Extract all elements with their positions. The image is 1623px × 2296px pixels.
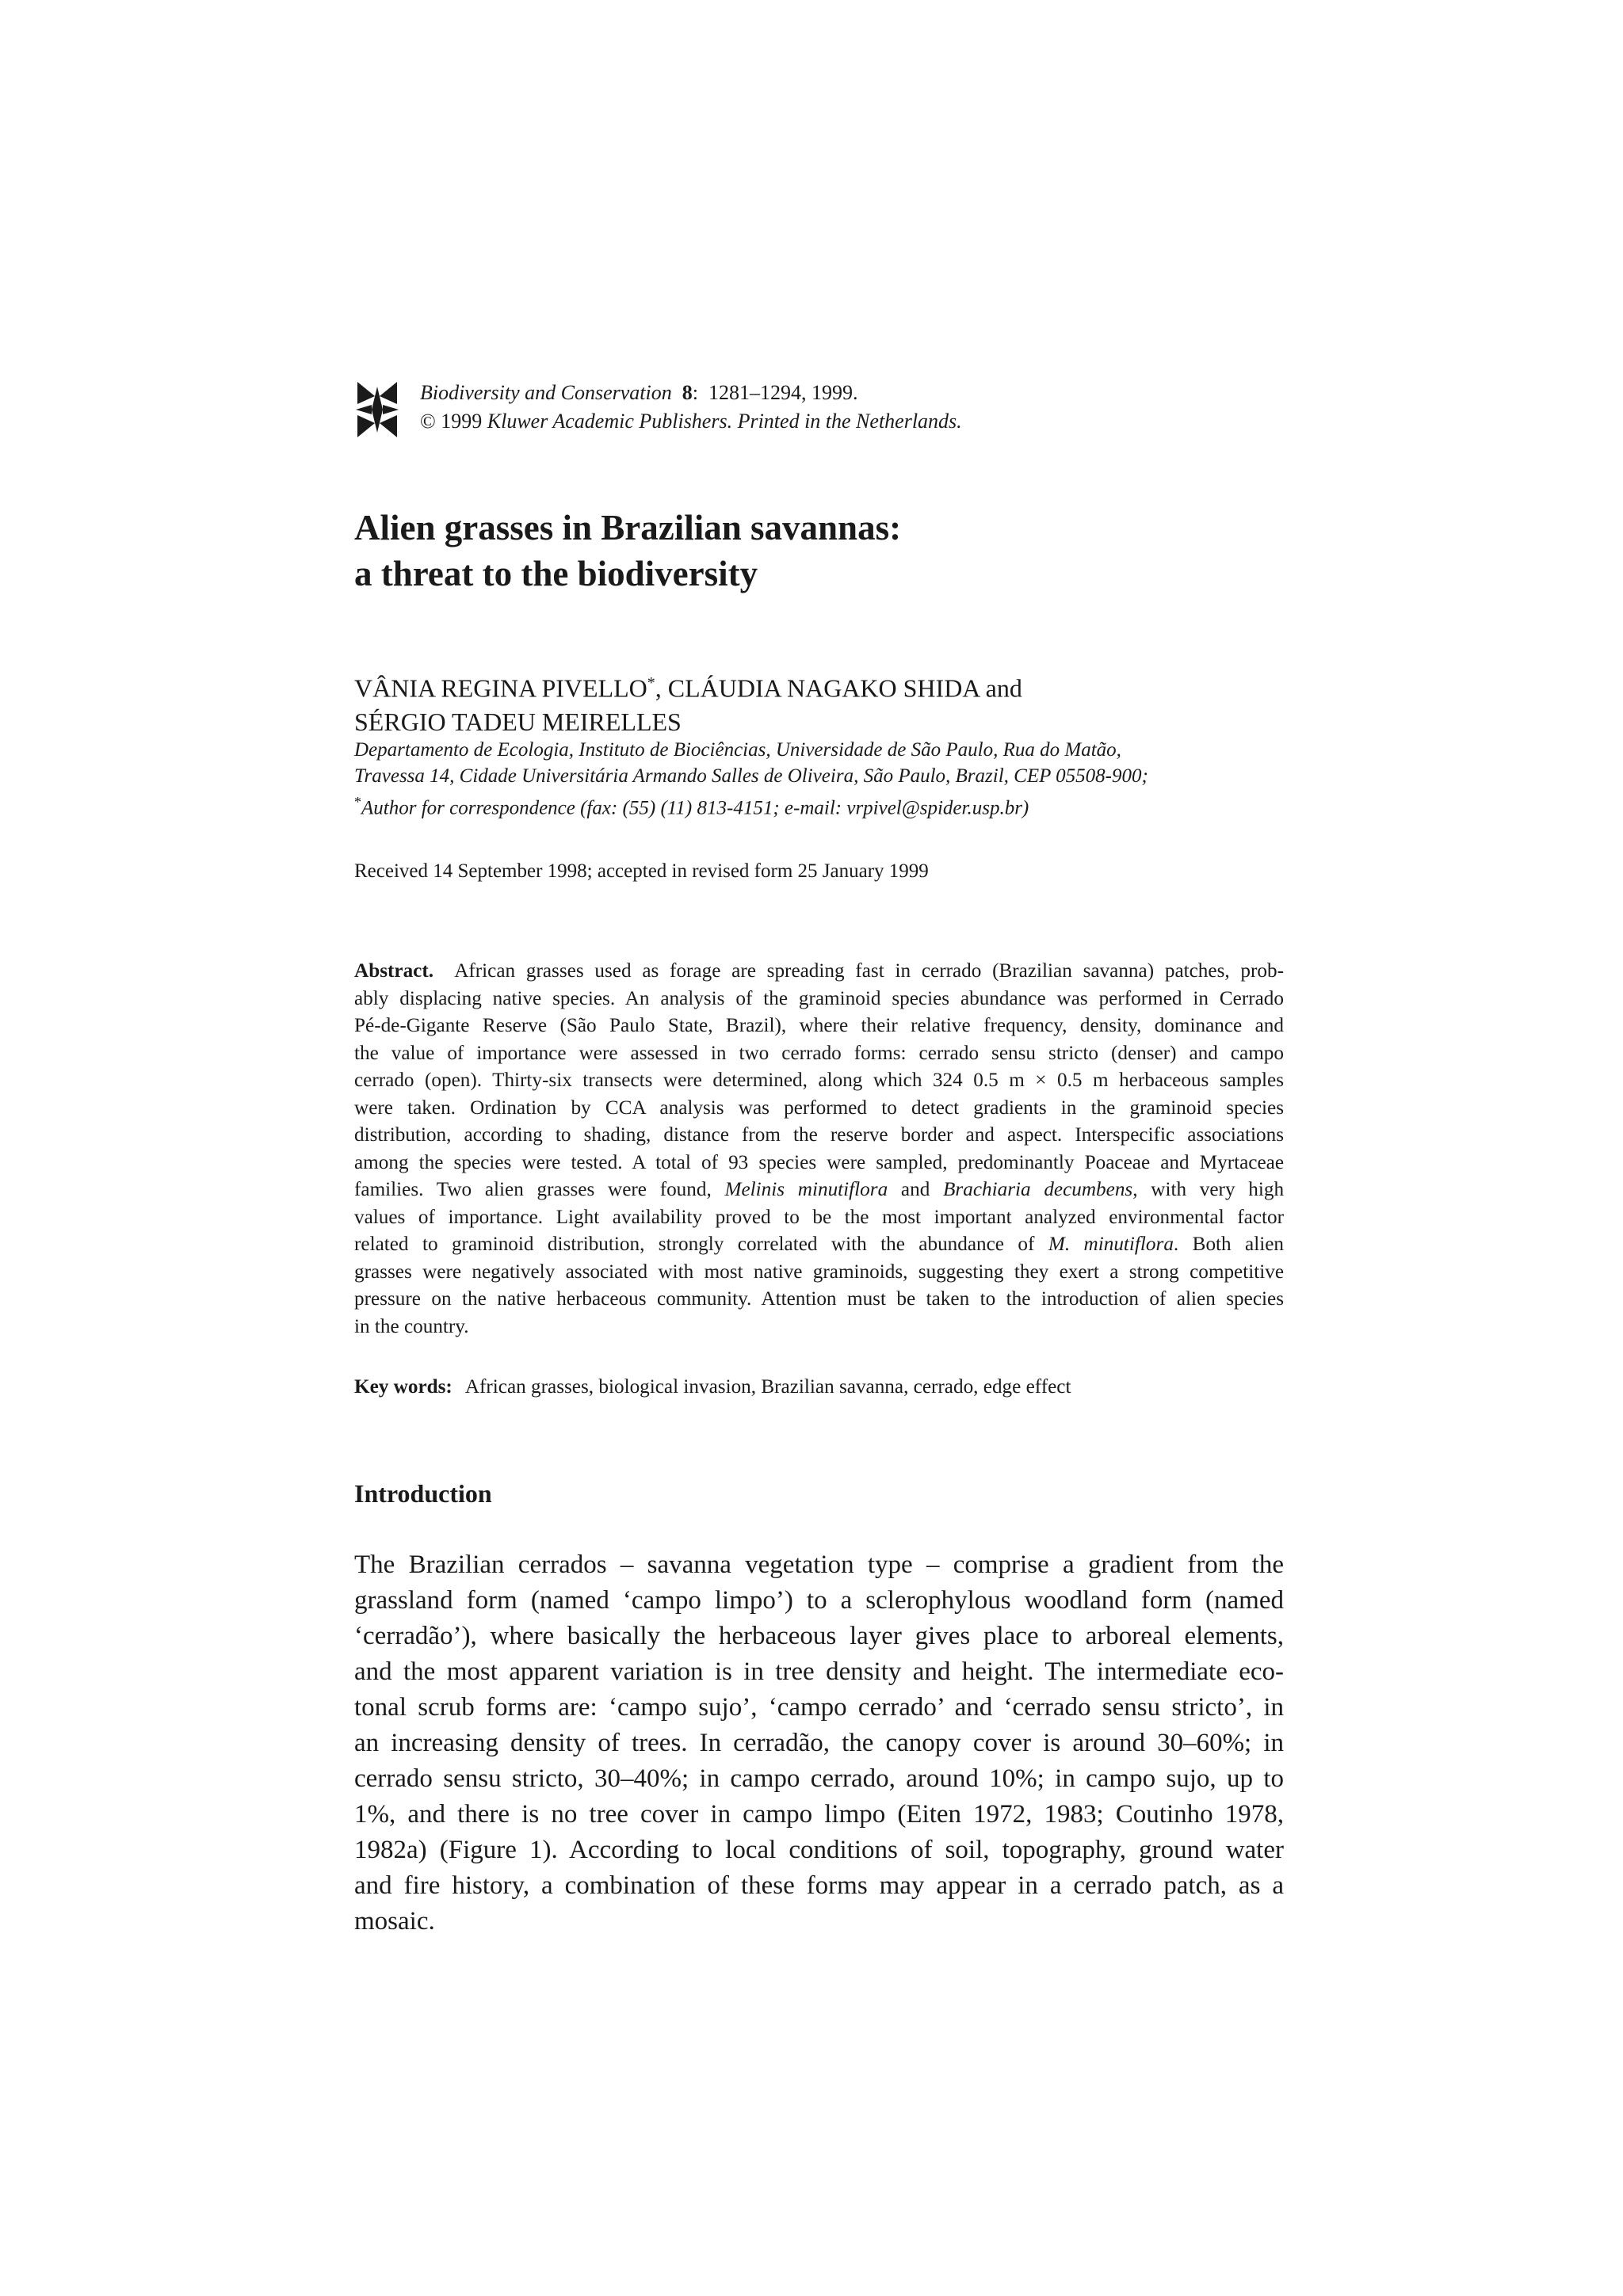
affiliation-line-2: Travessa 14, Cidade Universitária Armando Salles de Oliveira, São Paulo, Brazil, CEP 05508-900; xyxy=(354,765,1148,787)
authors-line-1-rest: , CLÁUDIA NAGAKO SHIDA and xyxy=(655,673,1022,703)
abstract-line: in the country. xyxy=(354,1315,469,1337)
keywords-label: Key words: xyxy=(354,1376,453,1398)
abstract-line: among the species were tested. A total of 93 species were sampled, predominantly Poaceae and Myrtaceae xyxy=(354,1151,1284,1173)
abstract-line: cerrado (open). Thirty-six transects were determined, along which 324 0.5 m × 0.5 m herbaceous samples xyxy=(354,1070,1284,1091)
copyright-symbol: © xyxy=(420,410,436,433)
keywords xyxy=(354,1374,1071,1401)
body-line: cerrado sensu stricto, 30–40%; in campo cerrado, around 10%; in campo sujo, up to xyxy=(354,1764,1284,1793)
copyright-text: Kluwer Academic Publishers. Printed in the Netherlands. xyxy=(487,410,962,433)
journal-pages-year: 1281–1294, 1999. xyxy=(708,381,858,404)
abstract-label: Abstract. xyxy=(354,960,434,982)
body-line: ‘cerradão’), where basically the herbaceous layer gives place to arboreal elements, xyxy=(354,1622,1284,1650)
introduction-body xyxy=(354,1547,1284,1939)
copyright-year: 1999 xyxy=(441,410,483,433)
species-name: Melinis minutiflora xyxy=(724,1179,888,1200)
title-line-2: a threat to the biodiversity xyxy=(354,554,758,593)
correspondence-text: Author for correspondence (fax: (55) (11) 813-4151; e-mail: vrpivel@spider.usp.br) xyxy=(361,797,1029,819)
abstract-text: families. Two alien grasses were found, xyxy=(354,1179,712,1200)
body-line: 1%, and there is no tree cover in campo limpo (Eiten 1972, 1983; Coutinho 1978, xyxy=(354,1800,1284,1829)
title-line-1: Alien grasses in Brazilian savannas: xyxy=(354,508,902,547)
affiliation-line-1: Departamento de Ecologia, Instituto de Biociências, Universidade de São Paulo, Rua do Matão, xyxy=(354,739,1121,761)
abstract-line: values of importance. Light availability proved to be the most important analyzed environmental factor xyxy=(354,1206,1284,1228)
abstract-line: the value of importance were assessed in two cerrado forms: cerrado sensu stricto (denser) and campo xyxy=(354,1042,1284,1064)
body-line: and the most apparent variation is in tree density and height. The intermediate eco- xyxy=(354,1657,1284,1686)
body-line: grassland form (named ‘campo limpo’) to a sclerophylous woodland form (named xyxy=(354,1586,1284,1615)
authors-line-1 xyxy=(354,666,1022,705)
correspondence-mark: * xyxy=(354,794,361,810)
body-line: The Brazilian cerrados – savanna vegetation type – comprise a gradient from the xyxy=(354,1550,1284,1579)
correspondence-line xyxy=(354,789,1284,821)
abstract-line xyxy=(354,1177,1284,1204)
body-line: and fire history, a combination of these forms may appear in a cerrado patch, as a xyxy=(354,1871,1284,1900)
affiliation xyxy=(354,737,1284,821)
body-line: 1982a) (Figure 1). According to local conditions of soil, topography, ground water xyxy=(354,1836,1284,1864)
journal-citation xyxy=(420,379,962,436)
authors-line-2: SÉRGIO TADEU MEIRELLES xyxy=(354,707,682,736)
received-dates: Received 14 September 1998; accepted in revised form 25 January 1999 xyxy=(354,860,929,882)
abstract-line: Pé-de-Gigante Reserve (São Paulo State, Brazil), where their relative frequency, density, dominance and xyxy=(354,1015,1284,1036)
abstract-line: distribution, according to shading, distance from the reserve border and aspect. Interspecific associations xyxy=(354,1124,1284,1146)
abstract-text: related to graminoid distribution, strongly correlated with the abundance of xyxy=(354,1234,1035,1255)
body-line: tonal scrub forms are: ‘campo sujo’, ‘campo cerrado’ and ‘cerrado sensu stricto’, in xyxy=(354,1693,1284,1722)
kluwer-logo-icon xyxy=(354,380,400,439)
journal-volume: 8 xyxy=(682,381,693,404)
abstract-line xyxy=(354,958,1284,986)
abstract-text: and xyxy=(900,1179,930,1200)
abstract-text: African grasses used as forage are spreading fast in cerrado (Brazilian savanna) patches, prob- xyxy=(454,960,1284,982)
journal-name: Biodiversity and Conservation xyxy=(420,381,672,404)
body-line: mosaic. xyxy=(354,1907,435,1936)
journal-header xyxy=(354,379,1284,450)
author-list xyxy=(354,666,1022,738)
abstract-line: ably displacing native species. An analysis of the graminoid species abundance was performed in Cerrado xyxy=(354,987,1284,1009)
abstract-line xyxy=(354,1231,1284,1259)
corresponding-author-mark: * xyxy=(647,674,655,692)
section-heading-introduction: Introduction xyxy=(354,1479,492,1508)
body-line: an increasing density of trees. In cerradão, the canopy cover is around 30–60%; in xyxy=(354,1729,1284,1757)
journal-citation-line: Biodiversity and Conservation 8: 1281–1294, 1999. xyxy=(420,381,858,404)
species-name: Brachiaria decumbens xyxy=(943,1179,1133,1200)
species-name: M. minutiflora xyxy=(1048,1234,1174,1255)
abstract-line: grasses were negatively associated with most native graminoids, suggesting they exert a strong competitive xyxy=(354,1261,1284,1283)
abstract-text: , with very high xyxy=(1132,1179,1285,1200)
author-pivello: VÂNIA REGINA PIVELLO xyxy=(354,673,647,703)
copyright-line xyxy=(420,407,962,436)
abstract-line: were taken. Ordination by CCA analysis was performed to detect gradients in the graminoid species xyxy=(354,1097,1284,1119)
abstract-text: . Both alien xyxy=(1173,1234,1285,1255)
keywords-text: African grasses, biological invasion, Brazilian savanna, cerrado, edge effect xyxy=(464,1376,1071,1398)
abstract xyxy=(354,958,1284,1341)
paper-title xyxy=(354,505,1284,597)
abstract-line: pressure on the native herbaceous community. Attention must be taken to the introduction of alien species xyxy=(354,1288,1284,1310)
